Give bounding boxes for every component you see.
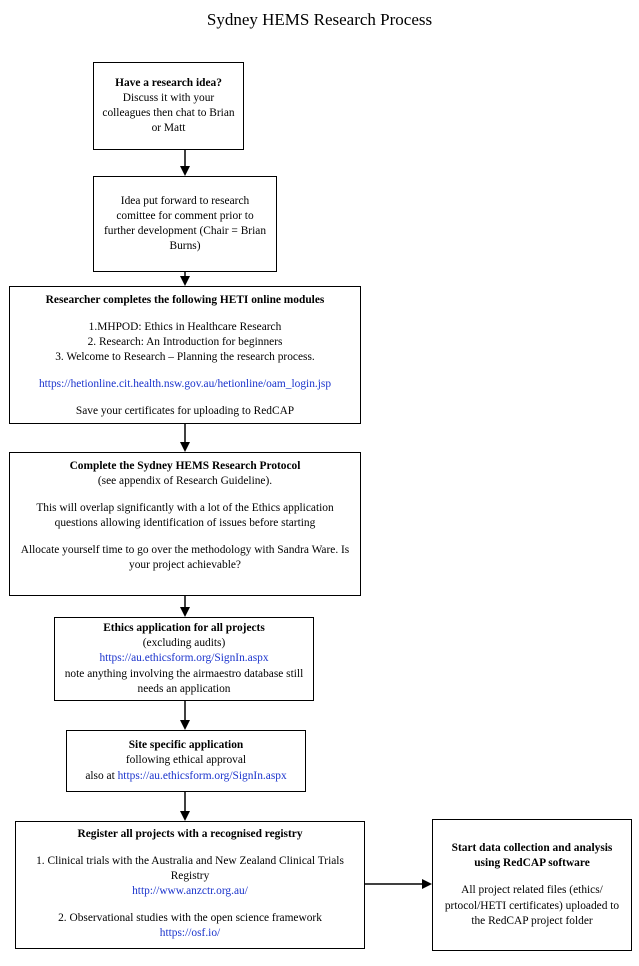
protocol-para-2: Allocate yourself time to go over the methodology with Sandra Ware. Is your project achievable?	[20, 544, 350, 572]
heti-note: Save your certificates for uploading to RedCAP	[75, 404, 295, 417]
registry-heading: Register all projects with a recognised registry	[77, 828, 303, 840]
registry-item-2: 2. Observational studies with the open science framework	[58, 912, 322, 925]
ethics-heading: Ethics application for all projects	[103, 622, 265, 635]
heti-module-1: 1.MHPOD: Ethics in Healthcare Research	[88, 320, 282, 333]
step-site-specific	[66, 730, 306, 792]
heti-module-2: 2. Research: An Introduction for beginners	[87, 336, 283, 348]
redcap-text: All project related files (ethics/ prtocol/HETI certificates) uploaded to the RedCAP project folder	[444, 884, 620, 927]
step-redcap	[432, 819, 632, 951]
ethics-subheading: (excluding audits)	[142, 637, 226, 650]
protocol-heading: Complete the Sydney HEMS Research Protocol	[69, 460, 301, 472]
site-line-1: following ethical approval	[125, 754, 247, 767]
step-research-protocol	[9, 452, 361, 596]
protocol-para-1: This will overlap significantly with a lot of the Ethics application questions allowing identification of issues before starting	[36, 502, 334, 530]
site-link[interactable]: https://au.ethicsform.org/SignIn.aspx	[117, 769, 287, 782]
idea-bold: Have a research idea?	[115, 76, 222, 89]
idea-text: Discuss it with your colleagues then chat to Brian or Matt	[102, 91, 235, 135]
step-ethics-application	[54, 617, 314, 701]
site-prefix: also at	[85, 769, 118, 782]
heti-heading: Researcher completes the following HETI online modules	[45, 294, 325, 306]
redcap-heading: Start data collection and analysis using RedCAP software	[451, 842, 613, 870]
heti-link[interactable]: https://hetionline.cit.health.nsw.gov.au/hetionline/oam_login.jsp	[38, 378, 332, 390]
heti-module-3: 3. Welcome to Research – Planning the research process.	[55, 351, 315, 364]
protocol-subheading: (see appendix of Research Guideline).	[97, 475, 273, 488]
site-heading: Site specific application	[128, 739, 244, 752]
registry-link-1[interactable]: http://www.anzctr.org.au/	[132, 885, 248, 898]
step-heti-modules	[9, 286, 361, 424]
step-registry	[15, 821, 365, 949]
ethics-link[interactable]: https://au.ethicsform.org/SignIn.aspx	[99, 652, 269, 665]
ethics-note: note anything involving the airmaestro database still needs an application	[64, 667, 304, 695]
committee-text: Idea put forward to research comittee for comment prior to further development (Chair = Brian Burns)	[103, 194, 267, 253]
step-research-idea	[93, 62, 244, 150]
page-title: Sydney HEMS Research Process	[206, 10, 433, 29]
registry-item-1: 1. Clinical trials with the Australia and New Zealand Clinical Trials Registry	[36, 855, 344, 883]
step-research-committee	[93, 176, 277, 272]
registry-link-2[interactable]: https://osf.io/	[159, 927, 221, 940]
